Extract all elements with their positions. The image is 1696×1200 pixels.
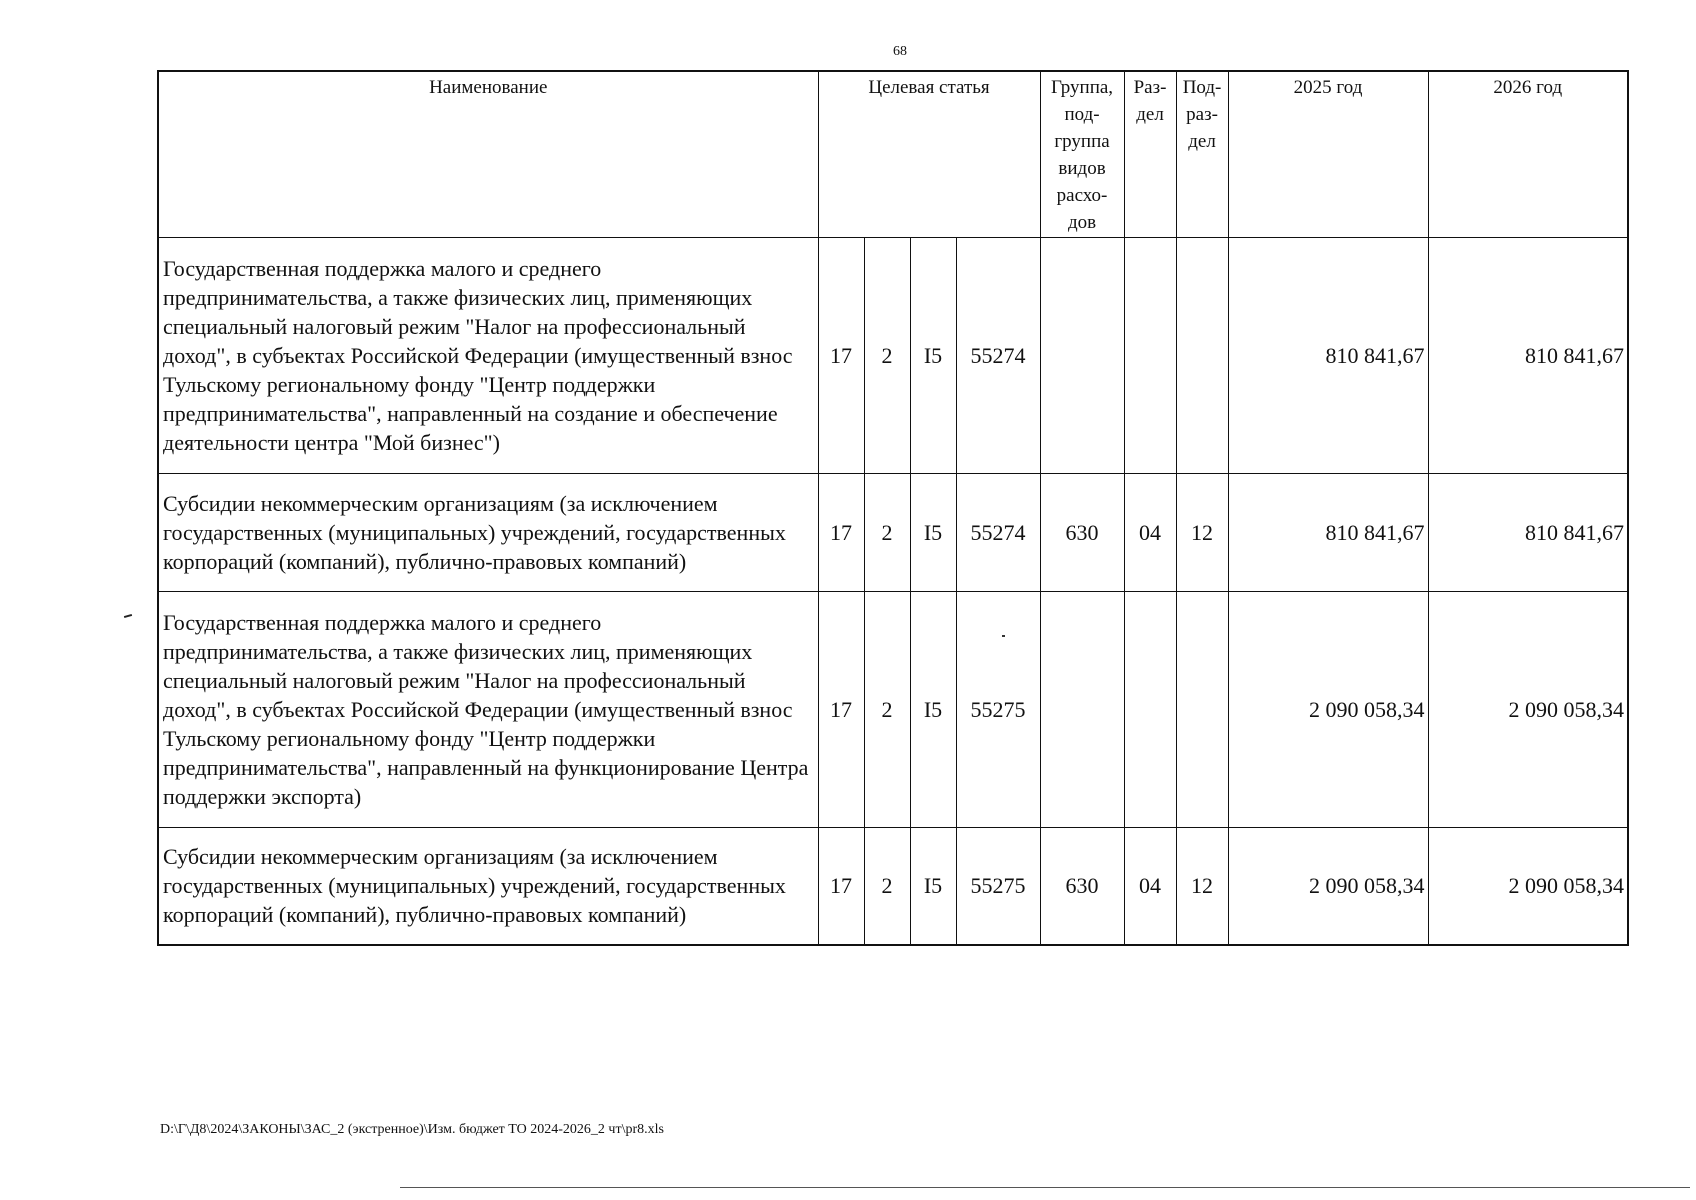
bottom-rule — [400, 1187, 1690, 1188]
target-article-part: 17 — [818, 591, 864, 827]
target-article-part: I5 — [910, 591, 956, 827]
target-article-part: 55275 — [956, 591, 1040, 827]
margin-mark — [124, 614, 132, 618]
subsection-cell: 12 — [1176, 827, 1228, 945]
target-article-part: 17 — [818, 237, 864, 473]
amount-2026: 810 841,67 — [1428, 473, 1628, 591]
section-cell — [1124, 591, 1176, 827]
target-article-part: 55275 — [956, 827, 1040, 945]
section-cell — [1124, 237, 1176, 473]
target-article-part: 2 — [864, 237, 910, 473]
subsection-cell: 12 — [1176, 473, 1228, 591]
header-year-2026: 2026 год — [1428, 71, 1628, 237]
budget-table — [157, 70, 1629, 946]
header-target-article: Целевая статья — [818, 71, 1040, 237]
expense-group-cell — [1040, 237, 1124, 473]
amount-2025: 810 841,67 — [1228, 473, 1428, 591]
amount-2025: 2 090 058,34 — [1228, 827, 1428, 945]
table-row — [158, 237, 1628, 473]
table-row — [158, 473, 1628, 591]
subsection-cell — [1176, 237, 1228, 473]
header-section: Раз- дел — [1124, 71, 1176, 237]
target-article-part: I5 — [910, 473, 956, 591]
target-article-part: I5 — [910, 237, 956, 473]
row-name: Субсидии некоммерческим организациям (за исключением государственных (муниципальных) учреждений, государственных корпораций (компаний), публично-правовых компаний) — [158, 473, 818, 591]
header-name: Наименование — [158, 71, 818, 237]
row-name: Государственная поддержка малого и среднего предпринимательства, а также физических лиц, применяющих специальный налоговый режим "Налог на профессиональный доход", в субъектах Российской Федерации (имущественный взнос Тульскому региональному фонду "Центр поддержки предпринимательства", направленный на создание и обеспечение деятельности центра "Мой бизнес") — [158, 237, 818, 473]
target-article-part: 17 — [818, 473, 864, 591]
target-article-part: 55274 — [956, 473, 1040, 591]
target-article-part: 17 — [818, 827, 864, 945]
target-article-part: I5 — [910, 827, 956, 945]
target-article-part: 2 — [864, 591, 910, 827]
target-article-part: 2 — [864, 827, 910, 945]
target-article-part: 55274 — [956, 237, 1040, 473]
header-year-2025: 2025 год — [1228, 71, 1428, 237]
target-article-part: 2 — [864, 473, 910, 591]
header-expense-group: Группа, под- группа видов расхо- дов — [1040, 71, 1124, 237]
row-name: Государственная поддержка малого и среднего предпринимательства, а также физических лиц, применяющих специальный налоговый режим "Налог на профессиональный доход", в субъектах Российской Федерации (имущественный взнос Тульскому региональному фонду "Центр поддержки предпринимательства", направленный на функционирование Центра поддержки экспорта) — [158, 591, 818, 827]
amount-2026: 2 090 058,34 — [1428, 827, 1628, 945]
amount-2026: 2 090 058,34 — [1428, 591, 1628, 827]
row-name: Субсидии некоммерческим организациям (за исключением государственных (муниципальных) учреждений, государственных корпораций (компаний), публично-правовых компаний) — [158, 827, 818, 945]
scan-speck — [1002, 635, 1005, 637]
file-path: D:\Г\Д8\2024\ЗАКОНЫ\ЗАС_2 (экстренное)\Изм. бюджет ТО 2024-2026_2 чт\pr8.xls — [160, 1122, 664, 1137]
header-subsection: Под- раз- дел — [1176, 71, 1228, 237]
section-cell: 04 — [1124, 827, 1176, 945]
header-row — [158, 71, 1628, 237]
section-cell: 04 — [1124, 473, 1176, 591]
table-row — [158, 591, 1628, 827]
subsection-cell — [1176, 591, 1228, 827]
page-number: 68 — [893, 44, 907, 59]
expense-group-cell: 630 — [1040, 473, 1124, 591]
table-row — [158, 827, 1628, 945]
expense-group-cell — [1040, 591, 1124, 827]
amount-2026: 810 841,67 — [1428, 237, 1628, 473]
amount-2025: 810 841,67 — [1228, 237, 1428, 473]
amount-2025: 2 090 058,34 — [1228, 591, 1428, 827]
expense-group-cell: 630 — [1040, 827, 1124, 945]
